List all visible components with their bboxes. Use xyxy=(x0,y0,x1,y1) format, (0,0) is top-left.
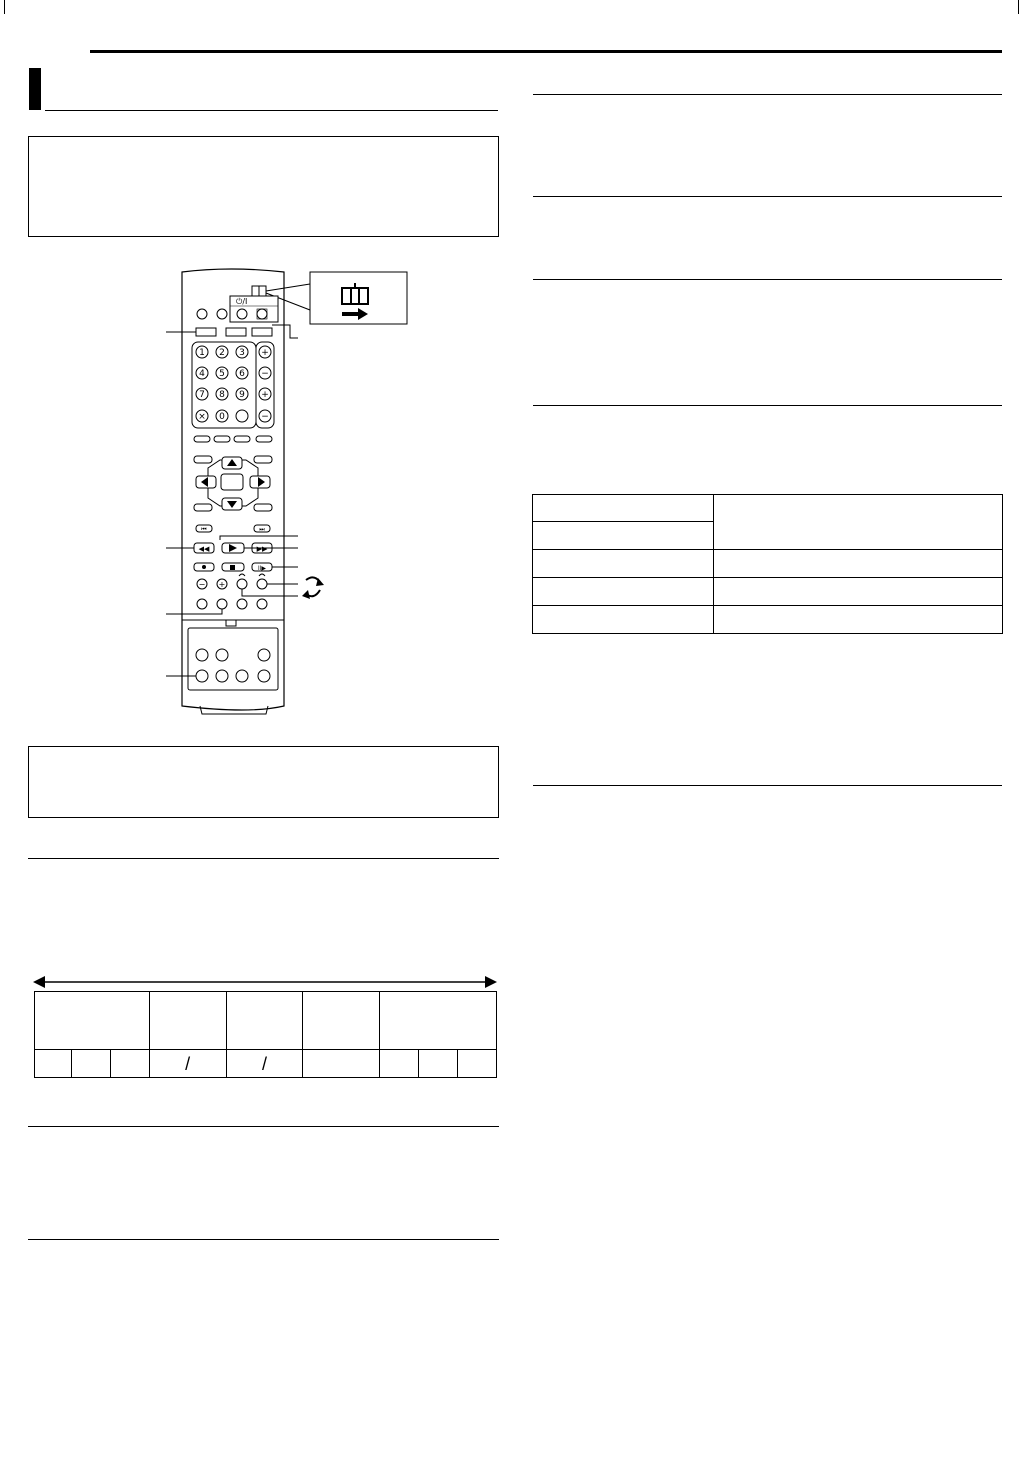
svg-text:⏻/I: ⏻/I xyxy=(236,297,248,306)
table-header-cell xyxy=(35,992,150,1050)
svg-text:7: 7 xyxy=(199,390,205,400)
settings-table-cell xyxy=(533,522,714,550)
crop-mark xyxy=(1018,0,1019,14)
svg-text:4: 4 xyxy=(199,369,205,379)
table-header-cell xyxy=(149,992,226,1050)
settings-table-cell xyxy=(533,550,714,578)
subsection-rule-2 xyxy=(28,1126,499,1127)
settings-table-cell xyxy=(533,606,714,634)
svg-text:8: 8 xyxy=(219,390,225,400)
svg-text:◀◀: ◀◀ xyxy=(198,546,210,553)
feature-table xyxy=(34,991,497,1078)
right-rule-3 xyxy=(533,279,1002,280)
settings-table-cell xyxy=(714,550,1003,578)
svg-text:−: − xyxy=(261,369,269,379)
svg-text:−: − xyxy=(261,412,269,422)
svg-text:+: + xyxy=(261,348,269,358)
table-cell xyxy=(303,1050,380,1078)
svg-text:×: × xyxy=(198,412,206,422)
right-rule-4 xyxy=(533,405,1002,406)
svg-text:2: 2 xyxy=(219,348,225,358)
table-header-cell xyxy=(226,992,303,1050)
section-title-rule xyxy=(45,110,498,111)
table-cell xyxy=(419,1050,458,1078)
svg-text:−: − xyxy=(198,580,206,589)
table-cell xyxy=(458,1050,497,1078)
subsection-rule-3 xyxy=(28,1239,499,1240)
settings-table-cell xyxy=(714,495,1003,550)
settings-table-cell xyxy=(714,606,1003,634)
note-box-top xyxy=(28,136,499,237)
section-marker xyxy=(29,68,41,110)
table-header-cell xyxy=(303,992,380,1050)
svg-text:II▶: II▶ xyxy=(258,566,266,572)
table-cell xyxy=(110,1050,149,1078)
double-arrow-icon xyxy=(33,975,497,989)
table-slash-cell: / xyxy=(149,1050,226,1078)
svg-text:+: + xyxy=(261,390,269,400)
svg-text:5: 5 xyxy=(219,369,225,379)
svg-text:0: 0 xyxy=(219,412,225,422)
svg-text:6: 6 xyxy=(239,369,245,379)
settings-table-cell xyxy=(533,495,714,522)
svg-text:9: 9 xyxy=(239,390,245,400)
svg-text:⏮: ⏮ xyxy=(201,527,207,533)
table-cell xyxy=(35,1050,72,1078)
subsection-rule-1 xyxy=(28,858,499,859)
settings-table xyxy=(532,494,1003,634)
note-box-bottom xyxy=(28,746,499,818)
svg-text:+: + xyxy=(218,580,226,589)
svg-text:▶▶: ▶▶ xyxy=(256,546,268,553)
table-cell xyxy=(380,1050,419,1078)
table-cell xyxy=(71,1050,110,1078)
right-rule-2 xyxy=(533,196,1002,197)
settings-table-cell xyxy=(714,578,1003,606)
header-rule xyxy=(90,50,1002,53)
svg-text:⏭: ⏭ xyxy=(259,527,265,533)
table-header-cell xyxy=(380,992,497,1050)
crop-mark xyxy=(4,0,5,14)
settings-table-cell xyxy=(533,578,714,606)
svg-text:3: 3 xyxy=(239,348,245,358)
right-rule-5 xyxy=(533,785,1002,786)
remote-illustration xyxy=(160,266,420,718)
svg-text:1: 1 xyxy=(199,348,205,358)
right-rule-1 xyxy=(533,94,1002,95)
table-slash-cell: / xyxy=(226,1050,303,1078)
